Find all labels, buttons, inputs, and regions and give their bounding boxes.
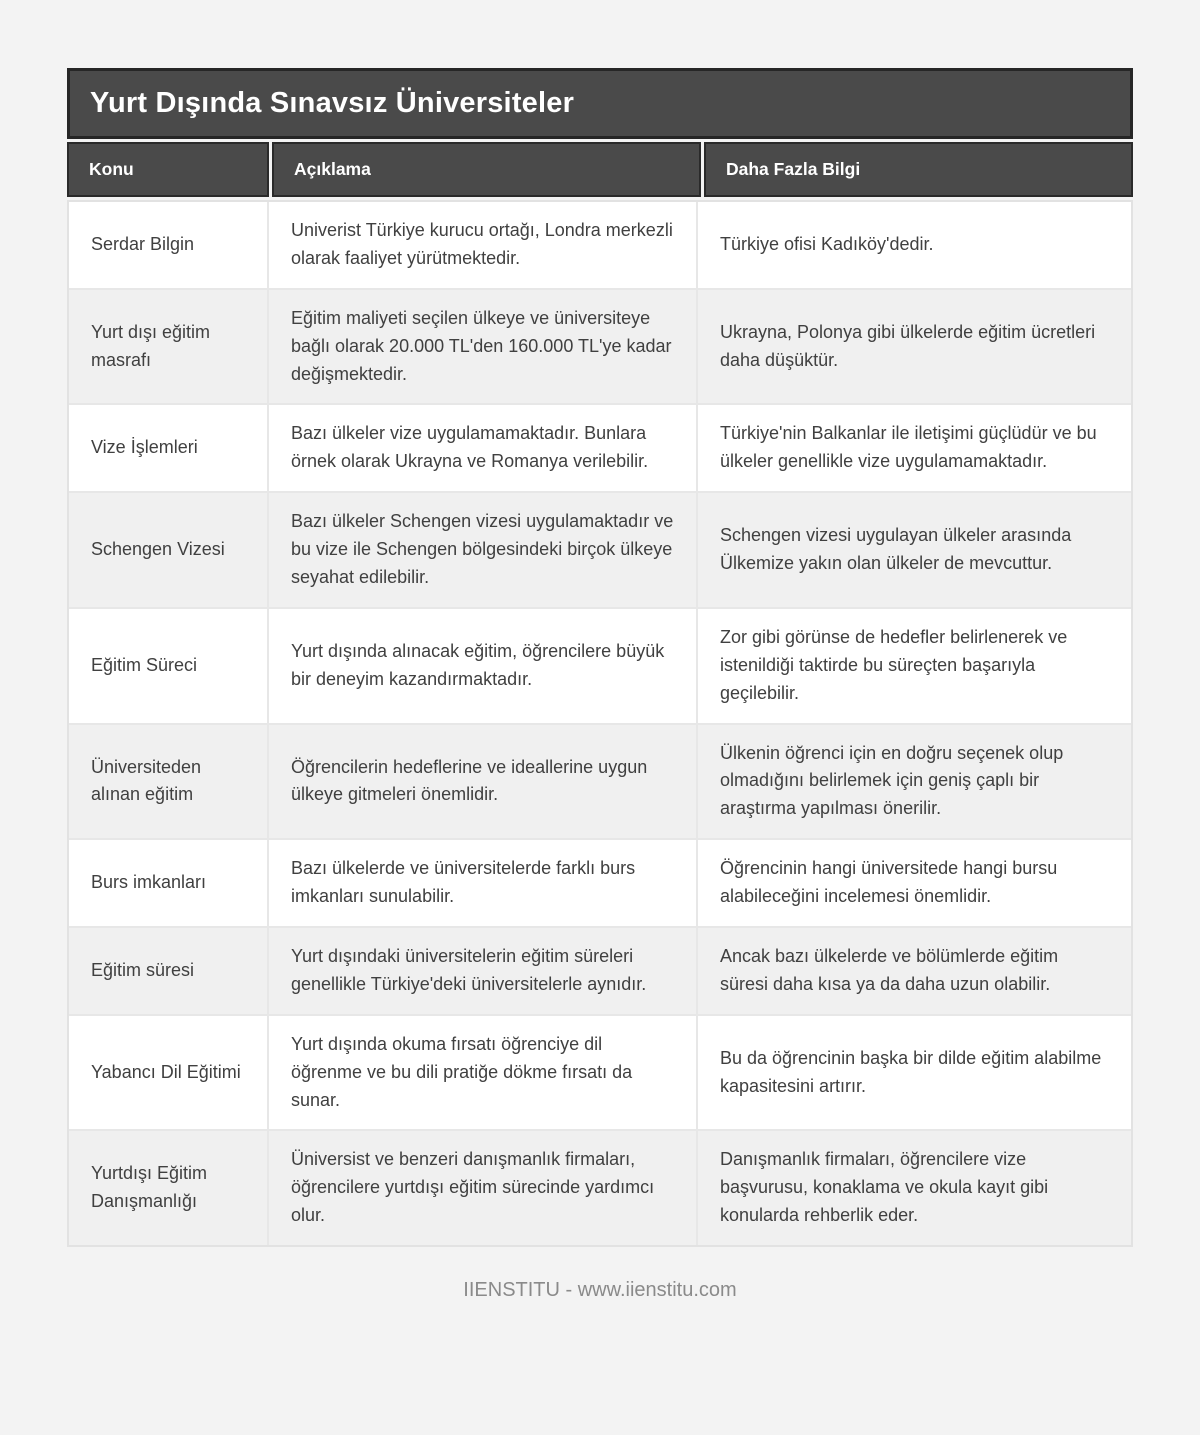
topic-cell: Üniversiteden alınan eğitim: [69, 725, 267, 839]
description-cell: Bazı ülkelerde ve üniversitelerde farklı burs imkanları sunulabilir.: [267, 840, 696, 926]
table-row: [69, 723, 1131, 839]
more-info-cell: Ukrayna, Polonya gibi ülkelerde eğitim ücretleri daha düşüktür.: [696, 290, 1131, 404]
topic-cell: Eğitim süresi: [69, 928, 267, 1014]
table-row: [69, 838, 1131, 926]
table-header-row: [67, 142, 1133, 197]
table-row: [69, 1129, 1131, 1245]
column-header-aciklama: Açıklama: [272, 142, 701, 197]
topic-cell: Yurtdışı Eğitim Danışmanlığı: [69, 1131, 267, 1245]
more-info-cell: Ülkenin öğrenci için en doğru seçenek olup olmadığını belirlemek için geniş çaplı bir araştırma yapılması önerilir.: [696, 725, 1131, 839]
more-info-cell: Ancak bazı ülkelerde ve bölümlerde eğitim süresi daha kısa ya da daha uzun olabilir.: [696, 928, 1131, 1014]
table-row: [69, 607, 1131, 723]
topic-cell: Serdar Bilgin: [69, 202, 267, 288]
topic-cell: Vize İşlemleri: [69, 405, 267, 491]
topic-cell: Schengen Vizesi: [69, 493, 267, 607]
table-row: [69, 403, 1131, 491]
column-header-daha-fazla-bilgi: Daha Fazla Bilgi: [704, 142, 1133, 197]
topic-cell: Yabancı Dil Eğitimi: [69, 1016, 267, 1130]
description-cell: Yurt dışındaki üniversitelerin eğitim süreleri genellikle Türkiye'deki üniversitelerle aynıdır.: [267, 928, 696, 1014]
topic-cell: Yurt dışı eğitim masrafı: [69, 290, 267, 404]
more-info-cell: Schengen vizesi uygulayan ülkeler arasında Ülkemize yakın olan ülkeler de mevcuttur.: [696, 493, 1131, 607]
description-cell: Eğitim maliyeti seçilen ülkeye ve üniversiteye bağlı olarak 20.000 TL'den 160.000 TL'ye kadar değişmektedir.: [267, 290, 696, 404]
more-info-cell: Türkiye'nin Balkanlar ile iletişimi güçlüdür ve bu ülkeler genellikle vize uygulamamaktadır.: [696, 405, 1131, 491]
table-row: [69, 491, 1131, 607]
description-cell: Bazı ülkeler Schengen vizesi uygulamaktadır ve bu vize ile Schengen bölgesindeki birçok ülkeye seyahat edilebilir.: [267, 493, 696, 607]
table-body: [67, 200, 1133, 1247]
more-info-cell: Zor gibi görünse de hedefler belirlenerek ve istenildiği taktirde bu süreçten başarıyla geçilebilir.: [696, 609, 1131, 723]
more-info-cell: Türkiye ofisi Kadıköy'dedir.: [696, 202, 1131, 288]
more-info-cell: Danışmanlık firmaları, öğrencilere vize başvurusu, konaklama ve okula kayıt gibi konularda rehberlik eder.: [696, 1131, 1131, 1245]
more-info-cell: Bu da öğrencinin başka bir dilde eğitim alabilme kapasitesini artırır.: [696, 1016, 1131, 1130]
table-title: Yurt Dışında Sınavsız Üniversiteler: [67, 68, 1133, 139]
footer-credit: IIENSTITU - www.iienstitu.com: [463, 1279, 737, 1302]
table-row: [69, 1014, 1131, 1130]
description-cell: Yurt dışında alınacak eğitim, öğrencilere büyük bir deneyim kazandırmaktadır.: [267, 609, 696, 723]
description-cell: Öğrencilerin hedeflerine ve ideallerine uygun ülkeye gitmeleri önemlidir.: [267, 725, 696, 839]
description-cell: Üniversist ve benzeri danışmanlık firmaları, öğrencilere yurtdışı eğitim sürecinde yardımcı olur.: [267, 1131, 696, 1245]
description-cell: Univerist Türkiye kurucu ortağı, Londra merkezli olarak faaliyet yürütmektedir.: [267, 202, 696, 288]
column-header-konu: Konu: [67, 142, 269, 197]
universities-info-table: [67, 68, 1133, 1247]
more-info-cell: Öğrencinin hangi üniversitede hangi bursu alabileceğini incelemesi önemlidir.: [696, 840, 1131, 926]
table-row: [69, 288, 1131, 404]
table-row: [69, 202, 1131, 288]
topic-cell: Burs imkanları: [69, 840, 267, 926]
table-row: [69, 926, 1131, 1014]
description-cell: Bazı ülkeler vize uygulamamaktadır. Bunlara örnek olarak Ukrayna ve Romanya verilebilir.: [267, 405, 696, 491]
topic-cell: Eğitim Süreci: [69, 609, 267, 723]
description-cell: Yurt dışında okuma fırsatı öğrenciye dil öğrenme ve bu dili pratiğe dökme fırsatı da sunar.: [267, 1016, 696, 1130]
